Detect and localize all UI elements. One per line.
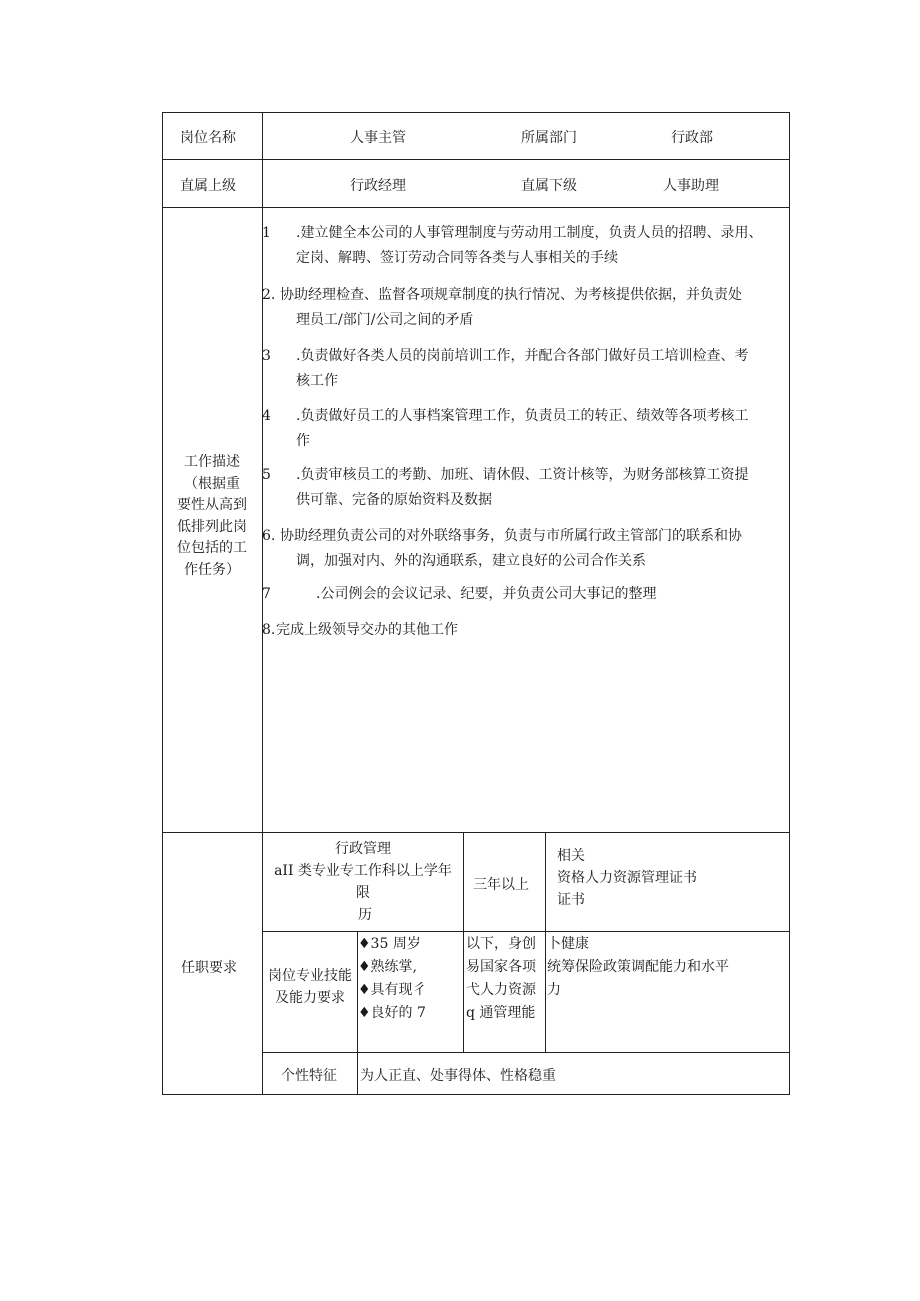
direct-superior-value: 行政经理	[350, 178, 406, 194]
skill-label: 岗位专业技能 及能力要求	[268, 968, 352, 1006]
personality-value: 为人正直、处事得体、性格稳重	[360, 1068, 556, 1084]
duty-item: 1 .建立健全本公司的人事管理制度与劳动用工制度，负责人员的招聘、录用、 定岗、解聘、签订劳动合同等各类与人事相关的手续	[262, 225, 763, 266]
department-value: 行政部	[671, 130, 713, 146]
duty-item: 2. 协助经理检查、监督各项规章制度的执行情况、为考核提供依据，并负责处 理员工/部门/公司之间的矛盾	[262, 287, 742, 328]
personality-label: 个性特征	[281, 1068, 337, 1084]
duty-item: 8.完成上级领导交办的其他工作	[262, 622, 458, 638]
duty-item: 4 .负责做好员工的人事档案管理工作，负责员工的转正、绩效等各项考核工 作	[262, 408, 749, 449]
position-name-value: 人事主管	[350, 130, 406, 146]
skill-middle: 以下，身创 易国家各项 弋人力资源 q 通管理能	[466, 936, 536, 1021]
direct-subordinate-value: 人事助理	[663, 178, 719, 194]
education-cell: 行政管理 aII 类专业专工作科以上学年 限 历	[274, 841, 452, 923]
duty-item: 6. 协助经理负责公司的对外联络事务，负责与市所属行政主管部门的联系和协 调，加强对内、外的沟通联系，建立良好的公司合作关系	[262, 528, 742, 569]
skill-bullets: ♦35 周岁 ♦熟练掌, ♦具有现彳 ♦良好的 7	[358, 936, 427, 1021]
duty-item: 5 .负责审核员工的考勤、加班、请休假、工资计核等，为财务部核算工资提 供可靠、完备的原始资料及数据	[262, 467, 749, 508]
department-label: 所属部门	[521, 130, 577, 146]
requirements-label: 任职要求	[181, 960, 237, 976]
direct-superior-label: 直属上级	[180, 178, 236, 194]
position-name-label: 岗位名称	[180, 130, 236, 146]
skill-right: 卜健康 统筹保险政策调配能力和水平 力	[547, 936, 729, 998]
experience-value: 三年以上	[473, 877, 529, 893]
duty-item: 3 .负责做好各类人员的岗前培训工作，并配合各部门做好员工培训检查、考 核工作	[262, 348, 749, 389]
direct-subordinate-label: 直属下级	[521, 178, 577, 194]
work-description-label: 工作描述 （根据重 要性从高到 低排列此岗 位包括的工 作任务）	[177, 454, 247, 578]
duty-item: 7 .公司例会的会议记录、纪要，并负责公司大事记的整理	[262, 586, 657, 602]
certificate-cell: 相关 资格人力资源管理证书 证书	[557, 848, 697, 908]
